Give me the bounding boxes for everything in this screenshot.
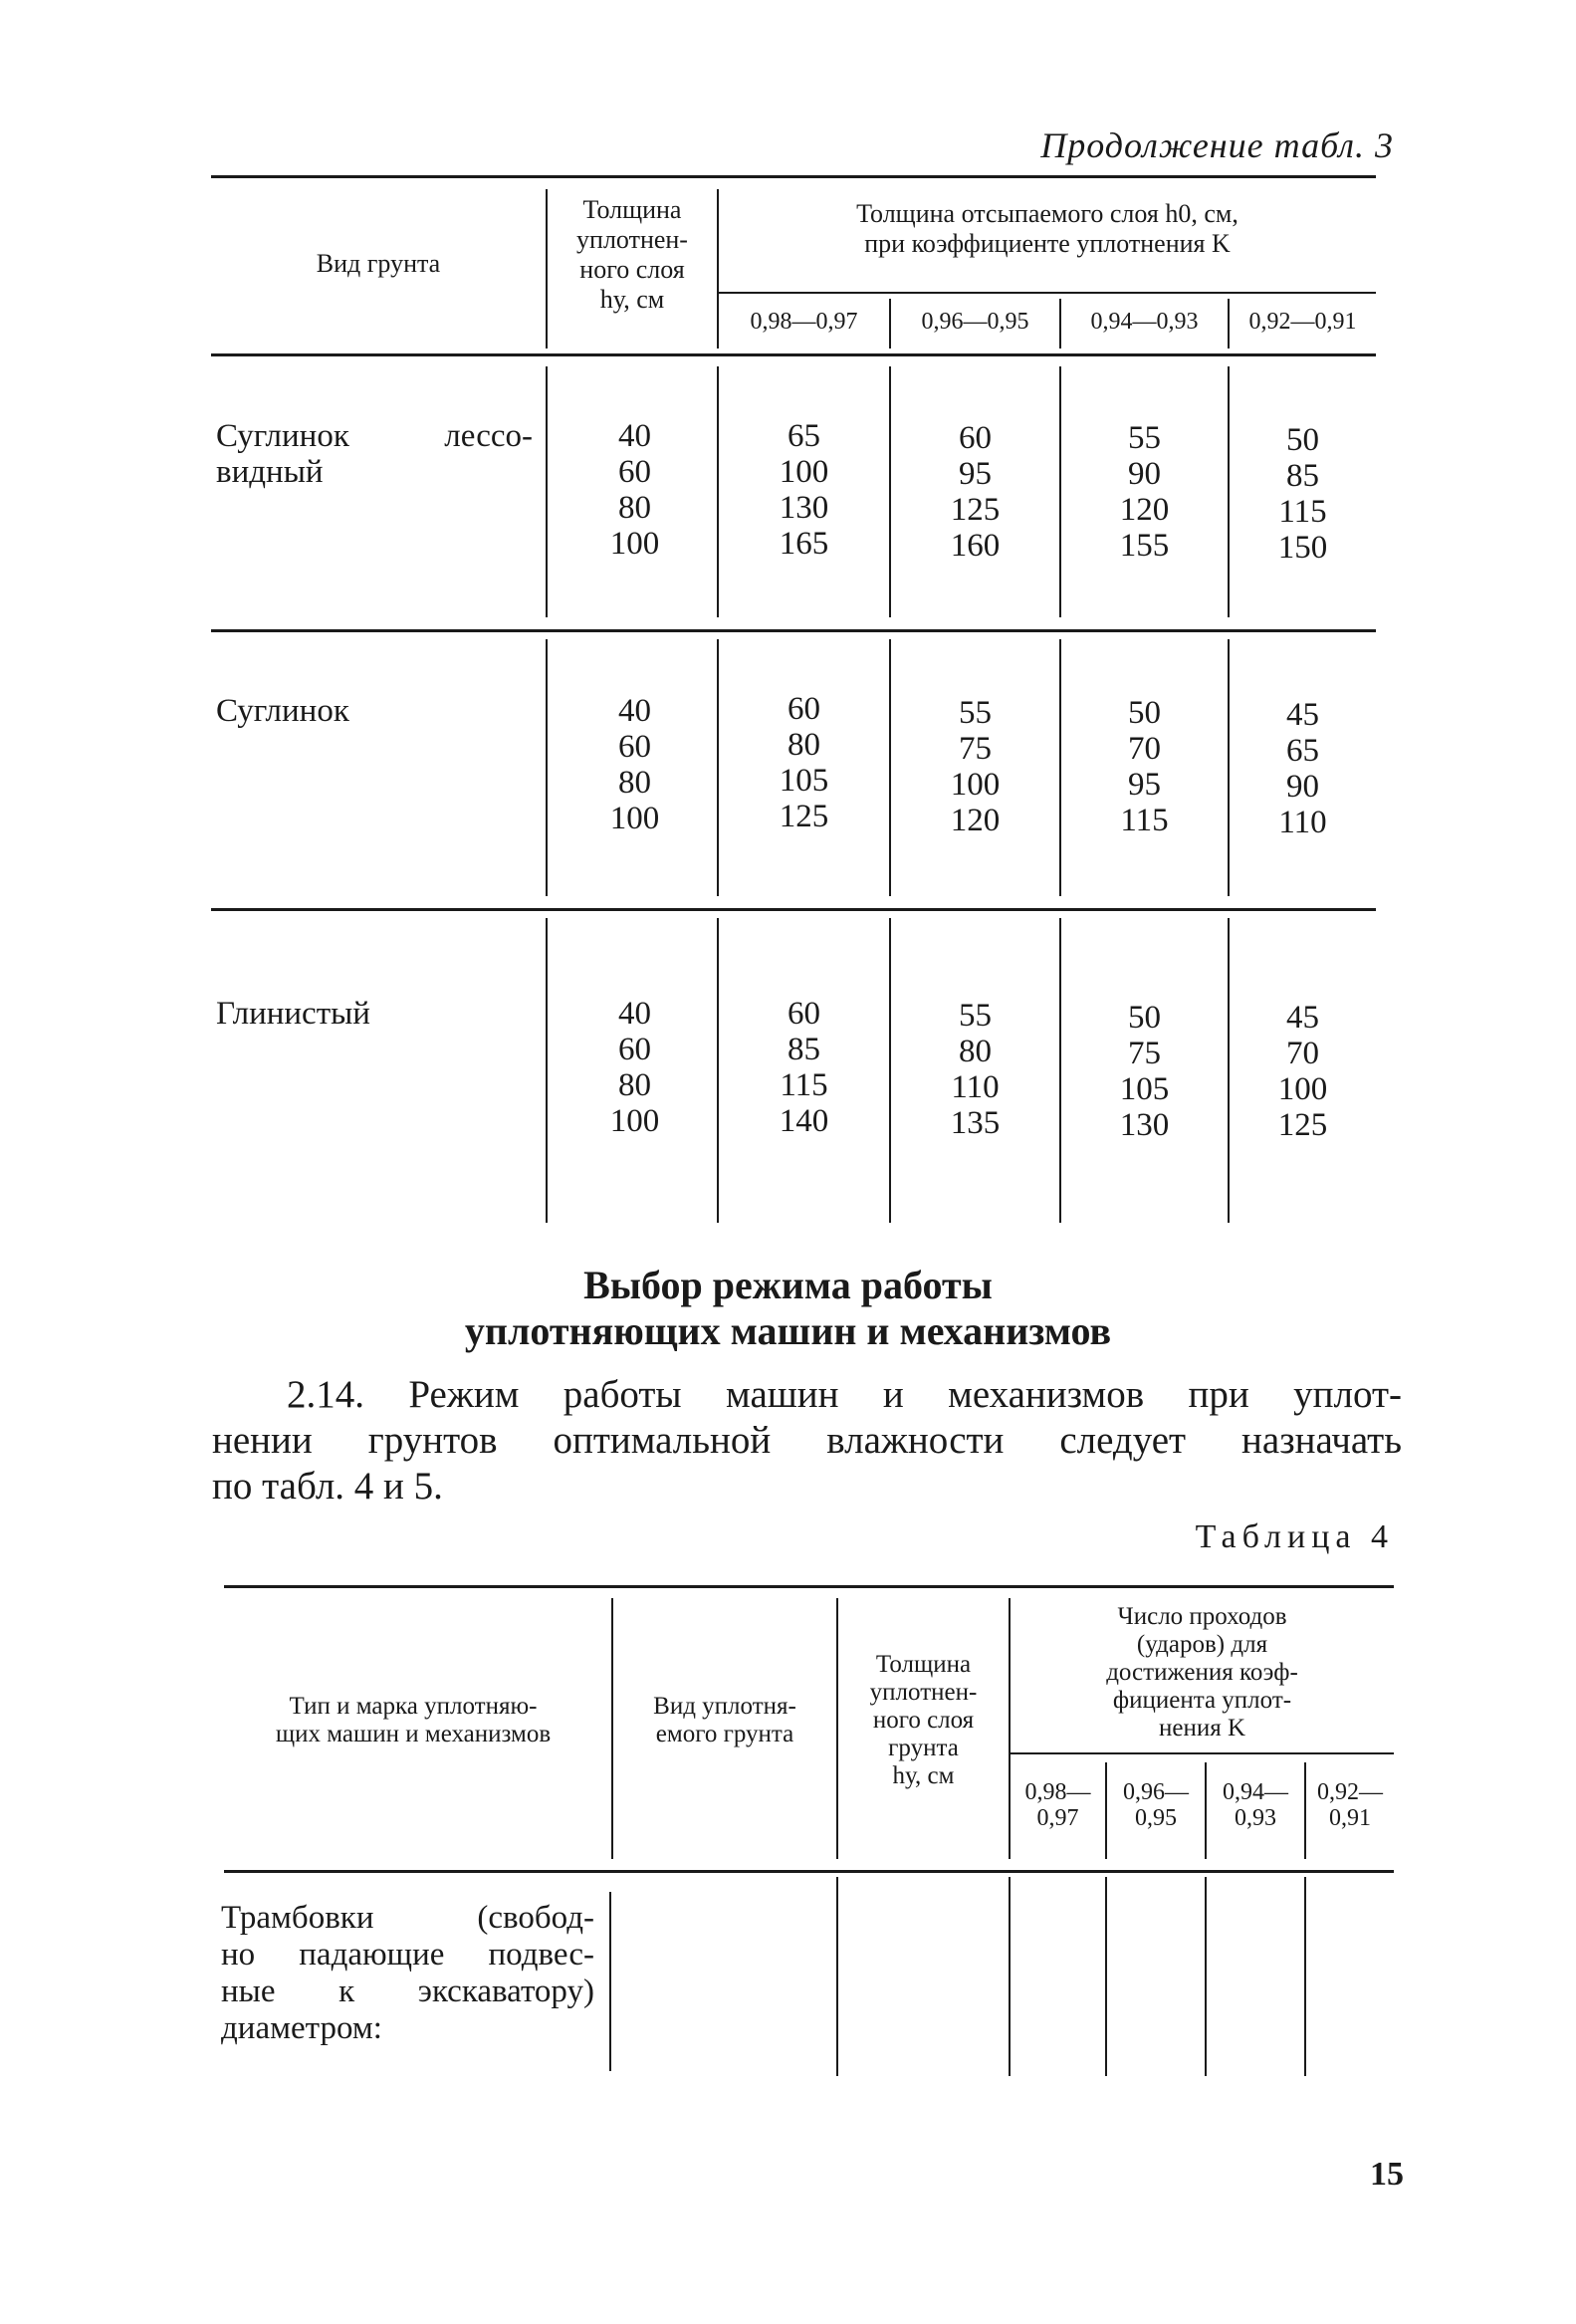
column-divider xyxy=(1304,1877,1306,2076)
group-separator xyxy=(211,908,1376,911)
header-thickness: Толщина уплотнен- ного слоя hу, см xyxy=(576,195,688,314)
subheader-rule xyxy=(1009,1752,1394,1754)
group-separator xyxy=(211,629,1376,632)
thickness-cell: 40 60 80 100 xyxy=(609,693,660,836)
header-bottom-rule xyxy=(224,1870,1394,1873)
header-soil-type: Вид грунта xyxy=(316,249,441,278)
table-top-rule xyxy=(224,1585,1394,1588)
value-cell: 55 90 120 155 xyxy=(1119,420,1170,564)
header-layer-thickness: Толщина отсыпаемого слоя h0, см, при коэффициенте уплотнения K xyxy=(856,199,1238,258)
column-divider xyxy=(836,1877,838,2076)
paragraph-line: 2.14. Режим работы машин и механизмов при уплот- xyxy=(287,1373,1402,1416)
header-k-range: 0,96—0,95 xyxy=(921,309,1029,335)
value-cell: 50 70 95 115 xyxy=(1120,695,1169,838)
header-k-range: 0,98—0,97 xyxy=(750,309,858,335)
value-cell: 50 85 115 150 xyxy=(1277,422,1328,566)
column-divider xyxy=(546,918,548,1223)
column-divider xyxy=(1105,1877,1107,2076)
header-k-range: 0,92— 0,91 xyxy=(1317,1779,1383,1831)
value-cell: 55 75 100 120 xyxy=(950,695,1001,838)
header-passes: Число проходов (ударов) для достижения коэф- фициента уплот- нения K xyxy=(1106,1603,1298,1742)
value-cell: 60 95 125 160 xyxy=(950,420,1001,564)
machine-type-cell: Трамбовки (свобод- но падающие подвес- ные к экскаватору) диаметром: xyxy=(221,1900,594,2046)
column-divider xyxy=(546,639,548,896)
column-divider xyxy=(546,366,548,617)
value-cell: 60 80 105 125 xyxy=(779,691,829,834)
header-k-range: 0,92—0,91 xyxy=(1248,309,1357,335)
row-bracket xyxy=(609,1892,625,2071)
header-k-range: 0,94— 0,93 xyxy=(1223,1779,1288,1831)
value-cell: 60 85 115 140 xyxy=(779,996,829,1139)
soil-type-cell: Суглинок лессо- xyxy=(216,418,533,454)
value-cell: 55 80 110 135 xyxy=(950,998,1001,1141)
table-top-rule xyxy=(211,175,1376,178)
header-k-range: 0,96— 0,95 xyxy=(1123,1779,1189,1831)
paragraph-2-14 xyxy=(212,1372,1402,1510)
column-divider xyxy=(1205,1877,1207,2076)
thickness-cell: 40 60 80 100 xyxy=(609,418,660,562)
header-k-range: 0,98— 0,97 xyxy=(1024,1779,1091,1831)
soil-type-cell-cont: видный xyxy=(216,454,324,490)
paragraph-line: по табл. 4 и 5. xyxy=(212,1465,443,1508)
paragraph-line: нении грунтов оптимальной влажности следует назначать xyxy=(212,1419,1402,1462)
header-bottom-rule xyxy=(211,353,1376,356)
value-cell: 50 75 105 130 xyxy=(1119,1000,1170,1143)
soil-type-cell: Глинистый xyxy=(216,996,370,1032)
value-cell: 65 100 130 165 xyxy=(779,418,829,562)
table-caption: Таблица 4 xyxy=(1195,1518,1394,1555)
header-soil-type: Вид уплотня- емого грунта xyxy=(653,1693,796,1747)
value-cell: 45 70 100 125 xyxy=(1277,1000,1328,1143)
section-title: Выбор режима работы уплотняющих машин и механизмов xyxy=(464,1263,1112,1353)
thickness-cell: 40 60 80 100 xyxy=(609,996,660,1139)
column-divider xyxy=(1009,1877,1011,2076)
table-continuation-label: Продолжение табл. 3 xyxy=(1040,125,1394,165)
soil-type-cell: Суглинок xyxy=(216,693,349,729)
header-machine-type: Тип и марка уплотняю- щих машин и механизмов xyxy=(275,1693,552,1747)
value-cell: 45 65 90 110 xyxy=(1278,697,1327,840)
subheader-rule xyxy=(717,292,1376,294)
header-k-range: 0,94—0,93 xyxy=(1090,309,1199,335)
header-thickness: Толщина уплотнен- ного слоя грунта hу, см xyxy=(869,1651,978,1789)
page-number: 15 xyxy=(1370,2156,1404,2193)
